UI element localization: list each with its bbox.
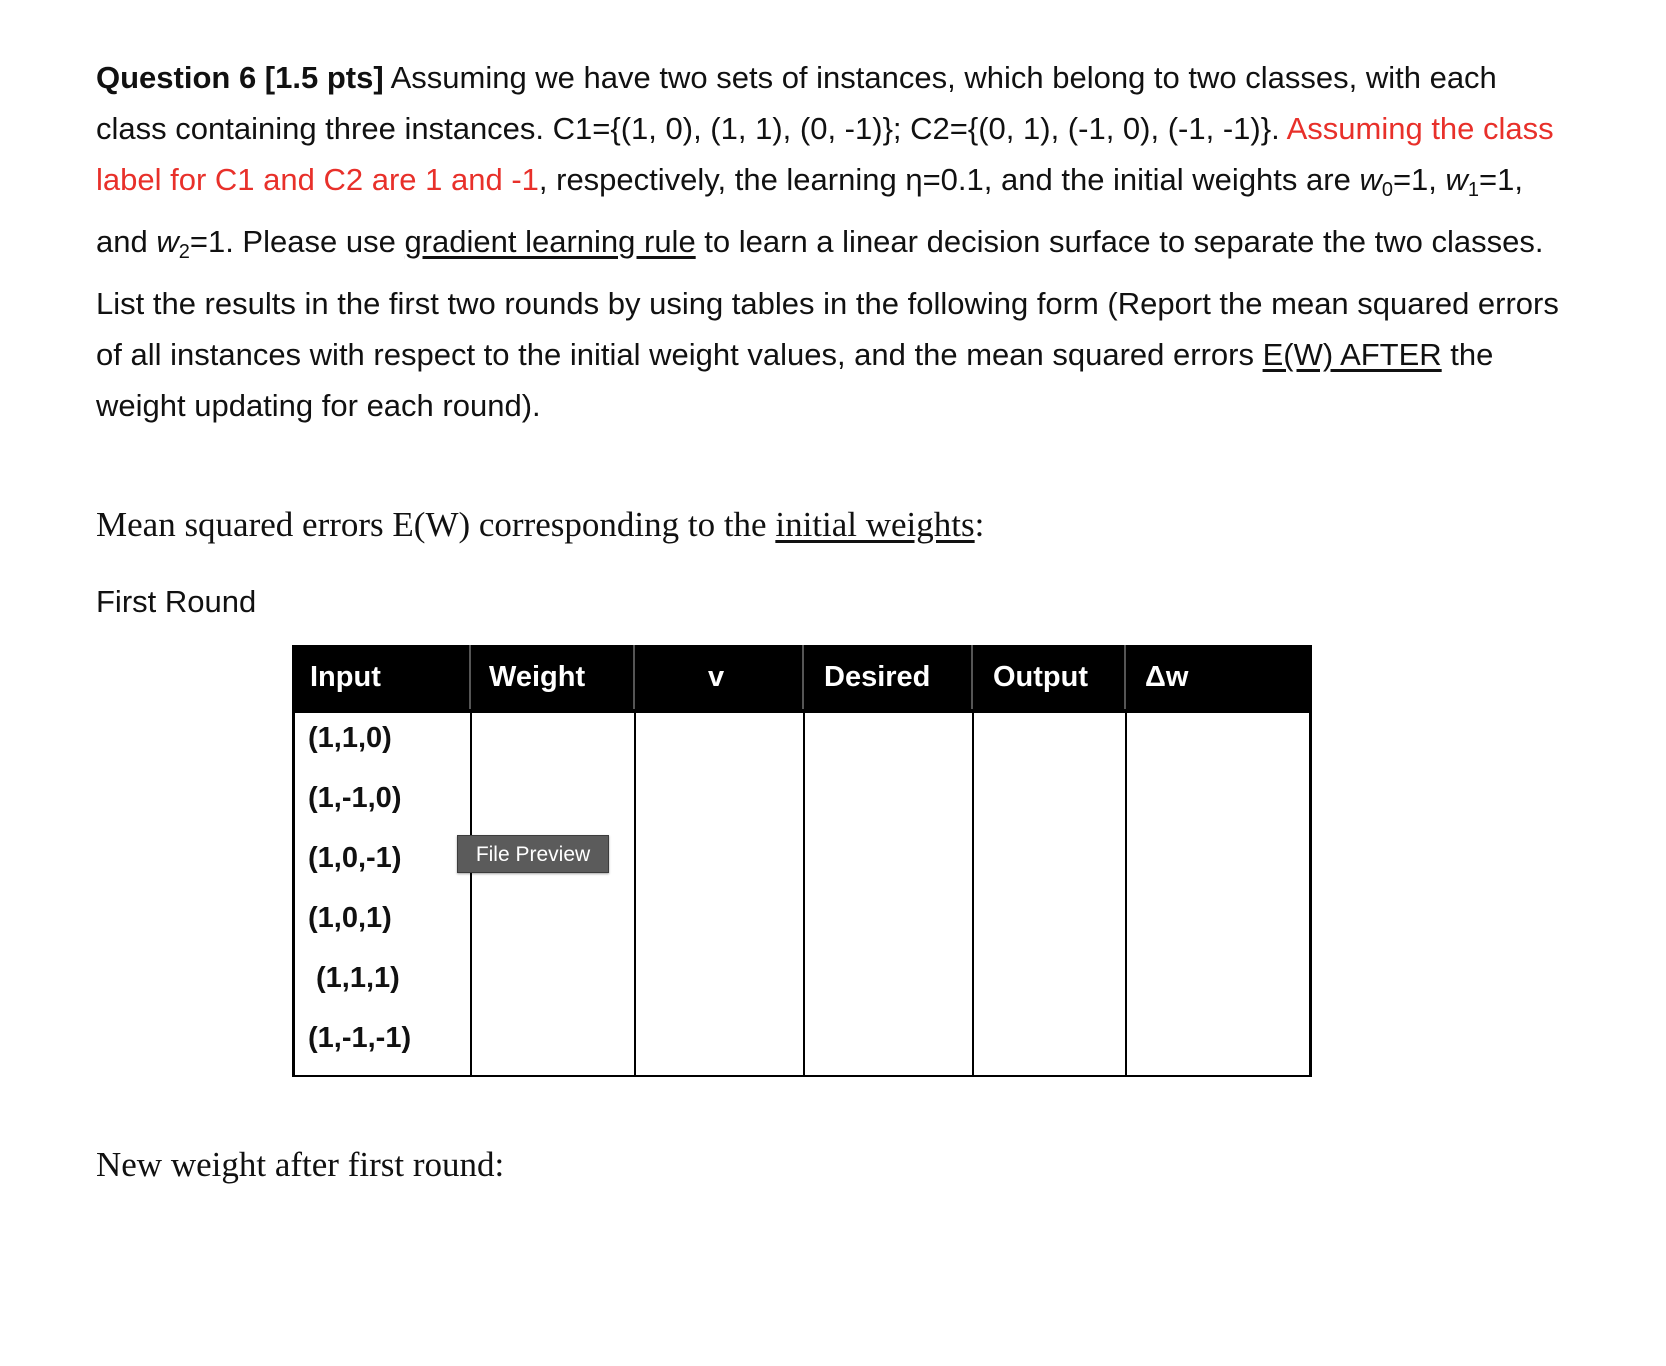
question-instructions: to learn a linear decision surface to separate the two classes. List the results in the first two rounds by using tables in the following form (Report the mean squared errors of all instances with respect to the initial weight values, and the mean squared errors [96, 224, 1559, 372]
w2-symbol: w [156, 224, 179, 259]
header-divider [1124, 645, 1126, 709]
header-bottom-border [292, 709, 1312, 713]
w2-value: =1. Please use [189, 224, 405, 259]
first-round-heading: First Round [96, 584, 257, 619]
input-row-6: (1,-1,-1) [308, 1022, 412, 1054]
mse-initial-weights-line [96, 503, 984, 547]
initial-weights-text: initial weights [775, 505, 975, 544]
header-desired: Desired [824, 661, 931, 693]
w0-value: =1, [1392, 162, 1446, 197]
question-learning-rate: , respectively, the learning η=0.1, and the initial weights are [538, 162, 1360, 197]
header-divider [802, 645, 804, 709]
w0-symbol: w [1359, 162, 1382, 197]
question-text [96, 52, 1576, 431]
question-ending: the weight updating for each round). [96, 337, 1494, 423]
column-divider [1125, 709, 1127, 1077]
w1-value: =1, and [96, 162, 1524, 259]
mse-suffix: : [974, 505, 985, 544]
input-row-4: (1,0,1) [308, 902, 392, 934]
w2-subscript: 2 [178, 241, 190, 263]
table-left-border [292, 645, 295, 1077]
input-row-5: (1,1,1) [316, 962, 400, 994]
input-row-1: (1,1,0) [308, 722, 392, 754]
file-preview-tooltip: File Preview [457, 835, 609, 873]
first-round-table [292, 645, 1312, 1077]
column-divider [972, 709, 974, 1077]
w1-symbol: w [1445, 162, 1468, 197]
w0-subscript: 0 [1381, 179, 1393, 201]
gradient-learning-rule-text: gradient learning rule [404, 224, 696, 259]
question-intro: Assuming we have two sets of instances, which belong to two classes, with each class containing three instances. C1={(1, 0), (1, 1), (0, -1)}; C2={(0, 1), (-1, 0), (-1, -1)}. [96, 60, 1497, 146]
header-divider [469, 645, 471, 709]
header-v: v [708, 661, 725, 693]
column-divider [803, 709, 805, 1077]
question-title: Question 6 [1.5 pts] [96, 60, 384, 95]
input-row-3: (1,0,-1) [308, 842, 402, 874]
header-output: Output [993, 661, 1089, 693]
ew-after-text: E(W) AFTER [1262, 337, 1442, 372]
table-bottom-border [292, 1075, 1312, 1077]
class-label-note: Assuming the class label for C1 and C2 are 1 and -1 [96, 111, 1554, 197]
input-row-2: (1,-1,0) [308, 782, 402, 814]
mse-prefix: Mean squared errors E(W) corresponding to the [96, 505, 776, 544]
header-divider [971, 645, 973, 709]
header-weight: Weight [489, 661, 586, 693]
header-divider [633, 645, 635, 709]
header-delta-w: Δw [1145, 661, 1189, 693]
w1-subscript: 1 [1467, 179, 1480, 201]
table-right-border [1309, 645, 1312, 1077]
column-divider [470, 709, 472, 1077]
column-divider [634, 709, 636, 1077]
header-input: Input [310, 661, 381, 693]
new-weight-label: New weight after first round: [96, 1145, 505, 1184]
